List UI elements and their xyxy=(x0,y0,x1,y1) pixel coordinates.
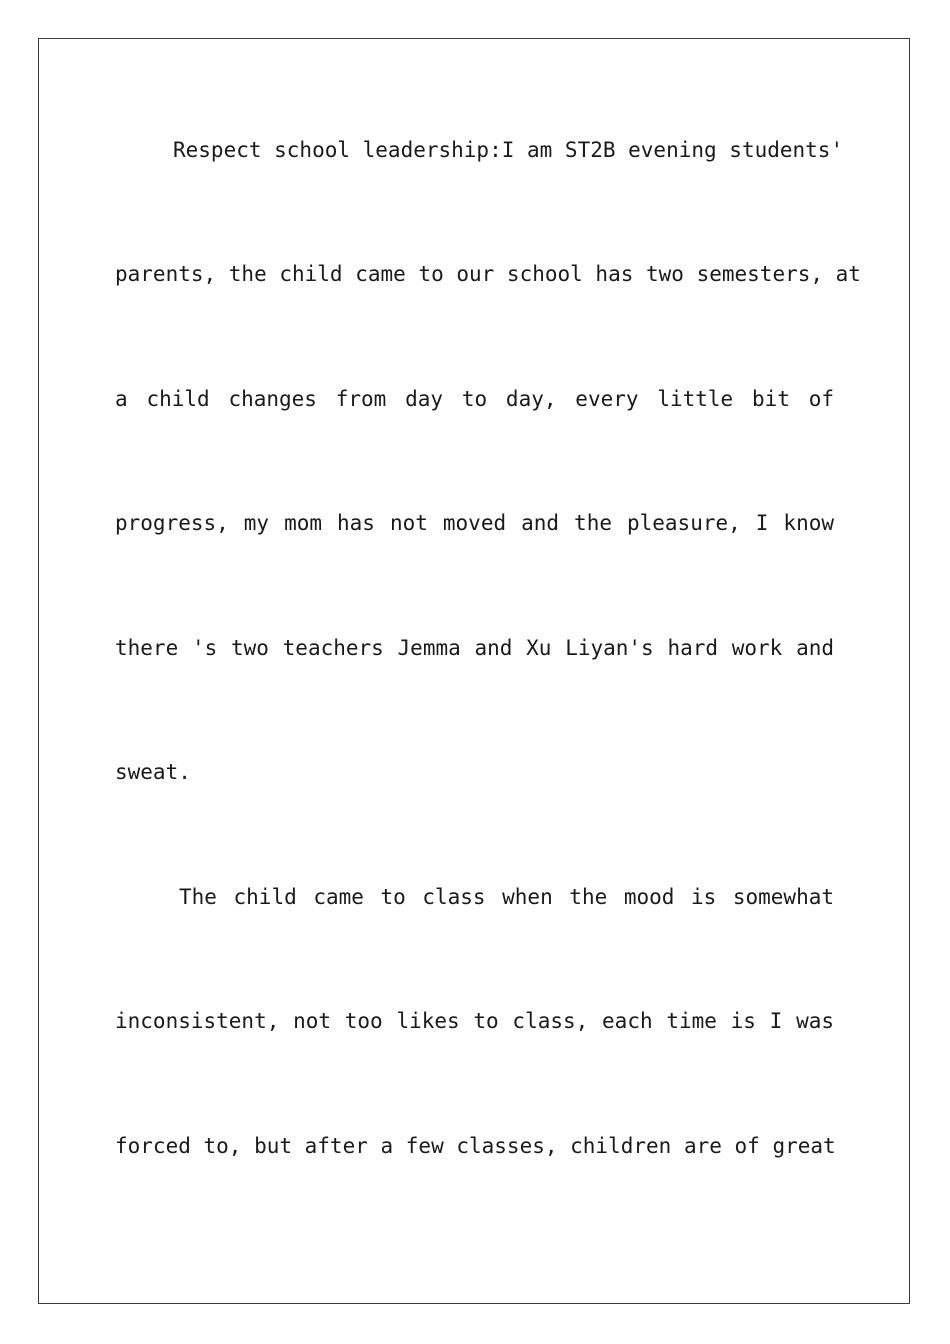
paragraph-1-line-1: Respect school leadership:I am ST2B evening students' xyxy=(173,138,844,162)
paragraph-1-line-2: parents, the child came to our school has two semesters, at xyxy=(115,262,861,286)
paragraph-2-line-2: inconsistent, not too likes to class, each time is I was xyxy=(115,1009,834,1033)
paragraph-1-line-3: a child changes from day to day, every little bit of xyxy=(115,387,834,411)
paragraph-1-line-5: there 's two teachers Jemma and Xu Liyan's hard work and xyxy=(115,636,834,660)
document-page xyxy=(38,38,910,1304)
paragraph-2-line-3: forced to, but after a few classes, children are of great xyxy=(115,1134,836,1158)
paragraph-2-line-1: The child came to class when the mood is somewhat xyxy=(179,885,834,909)
paragraph-1-line-6: sweat. xyxy=(115,760,191,784)
paragraph-1-line-4: progress, my mom has not moved and the pleasure, I know xyxy=(115,511,834,535)
